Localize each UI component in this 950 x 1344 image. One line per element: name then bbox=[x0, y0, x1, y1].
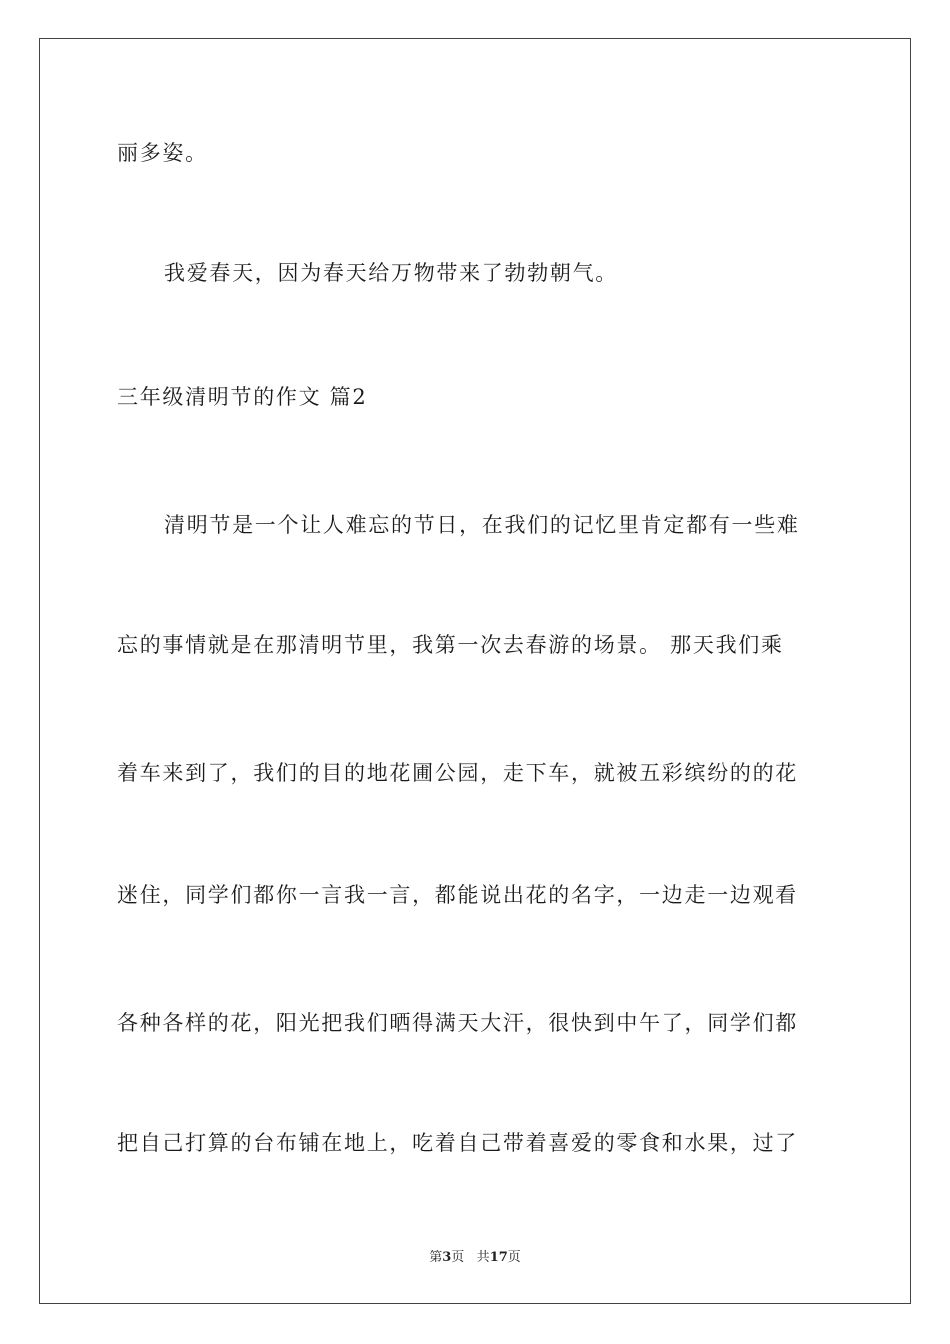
paragraph-line: 迷住，同学们都你一言我一言，都能说出花的名字，一边走一边观看 bbox=[117, 883, 798, 907]
paragraph-line: 我爱春天，因为春天给万物带来了勃勃朝气。 bbox=[164, 261, 618, 285]
paragraph-line: 忘的事情就是在那清明节里，我第一次去春游的场景。 那天我们乘 bbox=[117, 633, 784, 657]
page-suffix: 页 bbox=[451, 1250, 465, 1265]
paragraph-line: 着车来到了，我们的目的地花圃公园，走下车，就被五彩缤纷的的花 bbox=[117, 761, 798, 785]
paragraph-line: 各种各样的花，阳光把我们晒得满天大汗，很快到中午了，同学们都 bbox=[117, 1011, 798, 1035]
paragraph-line: 把自己打算的台布铺在地上，吃着自己带着喜爱的零食和水果，过了 bbox=[117, 1131, 798, 1155]
page-number: 3 bbox=[442, 1250, 452, 1265]
paragraph-line: 清明节是一个让人难忘的节日，在我们的记忆里肯定都有一些难 bbox=[164, 513, 800, 537]
page-footer bbox=[0, 1246, 950, 1265]
total-prefix: 共 bbox=[476, 1250, 490, 1265]
page-prefix: 第 bbox=[429, 1250, 443, 1265]
paragraph-line: 丽多姿。 bbox=[117, 141, 208, 165]
section-heading: 三年级清明节的作文 篇2 bbox=[117, 385, 368, 409]
total-suffix: 页 bbox=[507, 1250, 521, 1265]
total-pages: 17 bbox=[489, 1250, 508, 1265]
page-border bbox=[39, 38, 911, 1304]
